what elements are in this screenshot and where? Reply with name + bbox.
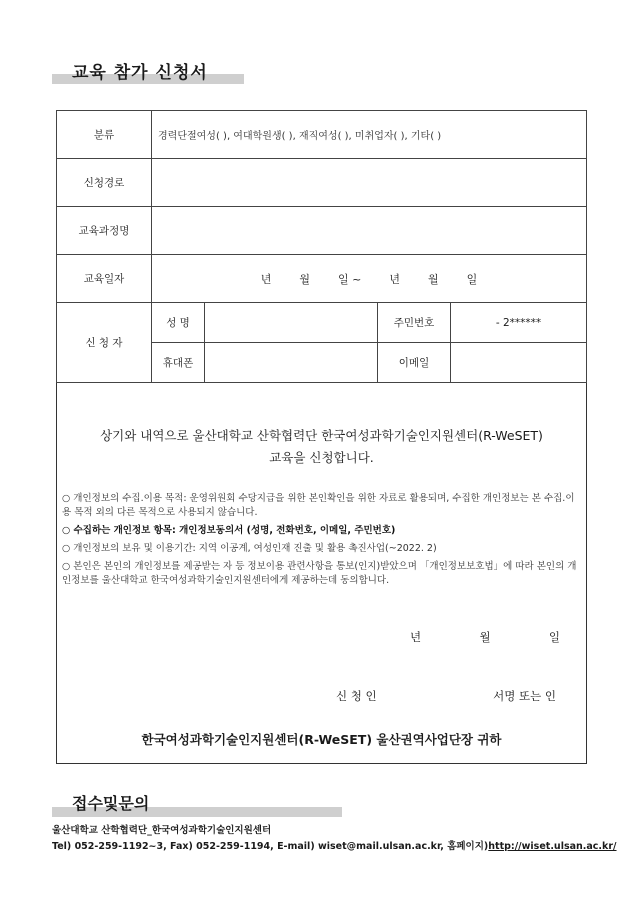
period-part: 년 <box>389 272 400 286</box>
notice-consent: ○ 본인은 본인의 개인정보를 제공받는 자 등 정보이용 관련사항을 통보(인지)받았으며 「개인정보보호법」에 따라 본인의 개인정보를 울산대학교 한국여성과학기술인지원센터에게 제공하는데 동의합니다. <box>62 561 577 586</box>
notice-purpose: ○ 개인정보의 수집.이용 목적: 운영위원회 수당지급을 위한 본인확인을 위한 자료로 활용되며, 수집한 개인정보는 본 수집.이용 목적 외의 다른 목적으로 사용되지 않습니다. <box>62 493 575 518</box>
period-part: 년 <box>260 272 272 286</box>
signature-line[interactable] <box>336 688 556 704</box>
statement-line: 교육을 신청합니다. <box>269 450 374 465</box>
path-input[interactable] <box>152 159 587 207</box>
website-link[interactable]: http://wiset.ulsan.ac.kr/ <box>488 841 617 852</box>
rrn-input[interactable]: - 2****** <box>451 303 587 343</box>
category-row <box>57 111 587 159</box>
application-form-table <box>56 110 587 383</box>
contact-org: 울산대학교 산학협력단_한국여성과학기술인지원센터 <box>52 825 272 836</box>
rrn-label: 주민번호 <box>378 303 451 343</box>
applicant-row-1 <box>57 303 587 343</box>
name-label: 성 명 <box>152 303 205 343</box>
period-row <box>57 255 587 303</box>
period-part: 일 ~ <box>338 272 362 286</box>
category-field[interactable] <box>152 111 587 159</box>
contact-text: Tel) 052-259-1192~3, Fax) 052-259-1194, E-mail) wiset@mail.ulsan.ac.kr, 홈페이지) <box>52 841 489 852</box>
sign-date[interactable] <box>410 629 560 645</box>
period-label: 교육일자 <box>57 255 152 303</box>
notice-period: ○ 개인정보의 보유 및 이용기간: 지역 이공계, 여성인재 진출 및 활용 촉진사업(~2022. 2) <box>62 543 437 554</box>
course-label: 교육과정명 <box>57 207 152 255</box>
period-part: 일 <box>466 272 478 286</box>
course-row <box>57 207 587 255</box>
sign-or-seal-label: 서명 또는 인 <box>493 689 556 703</box>
category-options: 경력단절여성( ), 여대학원생( ), 재직여성( ), 미취업자( ), 기타( ) <box>158 131 442 142</box>
period-part: 월 <box>427 272 439 286</box>
notice-items-text: ○ 수집하는 개인정보 항목: 개인정보동의서 (성명, 전화번호, 이메일, 주민번호) <box>62 525 396 536</box>
applicant-label: 신 청 자 <box>57 303 152 383</box>
period-part: 월 <box>299 272 310 286</box>
notice-items <box>62 524 582 538</box>
period-input[interactable] <box>152 255 587 303</box>
path-row <box>57 159 587 207</box>
phone-input[interactable] <box>205 343 378 383</box>
contact-details <box>52 838 617 852</box>
statement-line: 상기와 내역으로 울산대학교 산학협력단 한국여성과학기술인지원센터(R-WeSET) <box>100 428 543 443</box>
name-input[interactable] <box>205 303 378 343</box>
applicant-sign-label: 신 청 인 <box>336 689 377 703</box>
sign-date-day: 일 <box>548 630 560 644</box>
page-title: 교육 참가 신청서 <box>72 63 208 83</box>
contact-section-title: 접수및문의 <box>72 794 150 813</box>
application-statement <box>56 425 587 469</box>
addressee: 한국여성과학기술인지원센터(R-WeSET) 울산권역사업단장 귀하 <box>141 732 502 747</box>
email-label: 이메일 <box>378 343 451 383</box>
path-label: 신청경로 <box>57 159 152 207</box>
phone-label: 휴대폰 <box>152 343 205 383</box>
sign-date-month: 월 <box>479 630 491 644</box>
category-label: 분류 <box>57 111 152 159</box>
email-input[interactable] <box>451 343 587 383</box>
sign-date-year: 년 <box>410 630 422 644</box>
course-input[interactable] <box>152 207 587 255</box>
